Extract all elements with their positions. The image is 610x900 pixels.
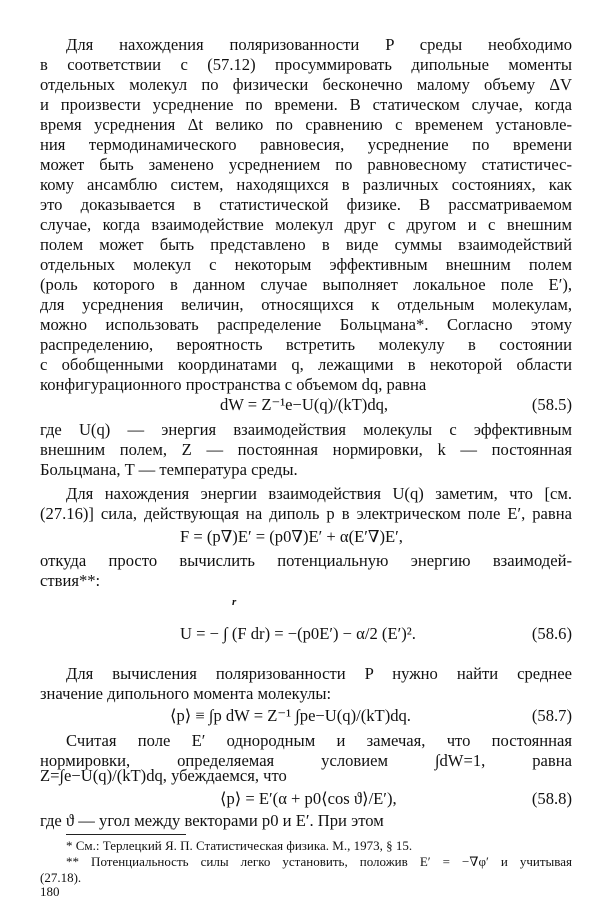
text-line: отдельных молекул по физически бесконечно малому объему ΔV	[40, 75, 572, 94]
text-line: время усреднения Δt велико по сравнению с временем установле-	[40, 115, 572, 134]
text-line: может быть заменено усреднением по равновесному статистичес-	[40, 155, 572, 174]
equation-number: (58.7)	[531, 706, 572, 725]
footnote: * См.: Терлецкий Я. П. Статистическая физика. М., 1973, § 15.	[66, 838, 413, 853]
text-line: распределению, вероятность встретить молекулу в состоянии	[40, 335, 572, 354]
text-line: Для нахождения энергии взаимодействия U(q) заметим, что [см.	[66, 484, 572, 503]
equation-body: F = (p∇)E′ = (p0∇)E′ + α(E′∇)E′,	[180, 527, 403, 546]
text-line: в соответствии с (57.12) просуммировать дипольные моменты	[40, 55, 572, 74]
text-line: Z=∫e−U(q)/(kT)dq, убеждаемся, что	[40, 766, 287, 785]
equation-number: (58.8)	[531, 789, 572, 808]
equation-body: ⟨p⟩ ≡ ∫p dW = Z⁻¹ ∫pe−U(q)/(kT)dq.	[170, 706, 411, 725]
equation-body: ⟨p⟩ = E′(α + p0⟨cos ϑ⟩/E′),	[220, 789, 397, 808]
text-line: Для нахождения поляризованности P среды необходимо	[66, 35, 572, 54]
text-line: ствия**:	[40, 571, 101, 590]
text-line: Считая поле E′ однородным и замечая, что постоянная	[66, 731, 572, 750]
footnote: ** Потенциальность силы легко установить, положив E′ = −∇φ′ и учитывая	[66, 854, 572, 869]
equation-number: (58.6)	[531, 624, 572, 643]
footnote-rule	[66, 834, 186, 835]
text-line: для усреднения величин, относящихся к отдельным молекулам,	[40, 295, 572, 314]
equation-body: U = − ∫ (F dr) = −(p0E′) − α/2 (E′)².	[180, 624, 416, 643]
text-line: внешним полем, Z — постоянная нормировки, k — постоянная	[40, 440, 572, 459]
text-line: где U(q) — энергия взаимодействия молекулы с эффективным	[40, 420, 572, 439]
page-number: 180	[40, 884, 60, 899]
text-line: и произвести усреднение по времени. В статическом случае, когда	[40, 95, 572, 114]
text-line: можно использовать распределение Больцмана*. Согласно этому	[40, 315, 572, 334]
text-line: конфигурационного пространства с объемом dq, равна	[40, 375, 427, 394]
equation-body: dW = Z⁻¹e−U(q)/(kT)dq,	[220, 395, 389, 414]
text-line: где ϑ — угол между векторами p0 и E′. При этом	[40, 811, 384, 830]
text-line: Больцмана, T — температура среды.	[40, 460, 298, 479]
text-line: Для вычисления поляризованности P нужно найти среднее	[66, 664, 572, 683]
equation-number: (58.5)	[531, 395, 572, 414]
integral-upper-limit: r	[232, 596, 237, 608]
text-line: (роль которого в данном случае выполняет локальное поле E′),	[40, 275, 572, 294]
text-line: случае, когда взаимодействие молекул друг с другом и с внешним	[40, 215, 572, 234]
text-line: откуда просто вычислить потенциальную энергию взаимодей-	[40, 551, 572, 570]
text-line: отдельных молекул с некоторым эффективным внешним полем	[40, 255, 572, 274]
text-line: ния термодинамического равновесия, усреднение по времени	[40, 135, 572, 154]
footnote: (27.18).	[40, 870, 82, 885]
text-line: это доказывается в статистической физике. В рассматриваемом	[40, 195, 572, 214]
text-line: нормировки, определяемая условием ∫dW=1, равна	[40, 751, 572, 770]
text-line: полем может быть представлено в виде суммы взаимодействий	[40, 235, 572, 254]
text-line: кому ансамблю систем, находящихся в различных состояниях, как	[40, 175, 572, 194]
text-line: (27.16)] сила, действующая на диполь p в электрическом поле E′, равна	[40, 504, 572, 523]
text-line: значение дипольного момента молекулы:	[40, 684, 332, 703]
text-line: с обобщенными координатами q, лежащими в некоторой области	[40, 355, 572, 374]
